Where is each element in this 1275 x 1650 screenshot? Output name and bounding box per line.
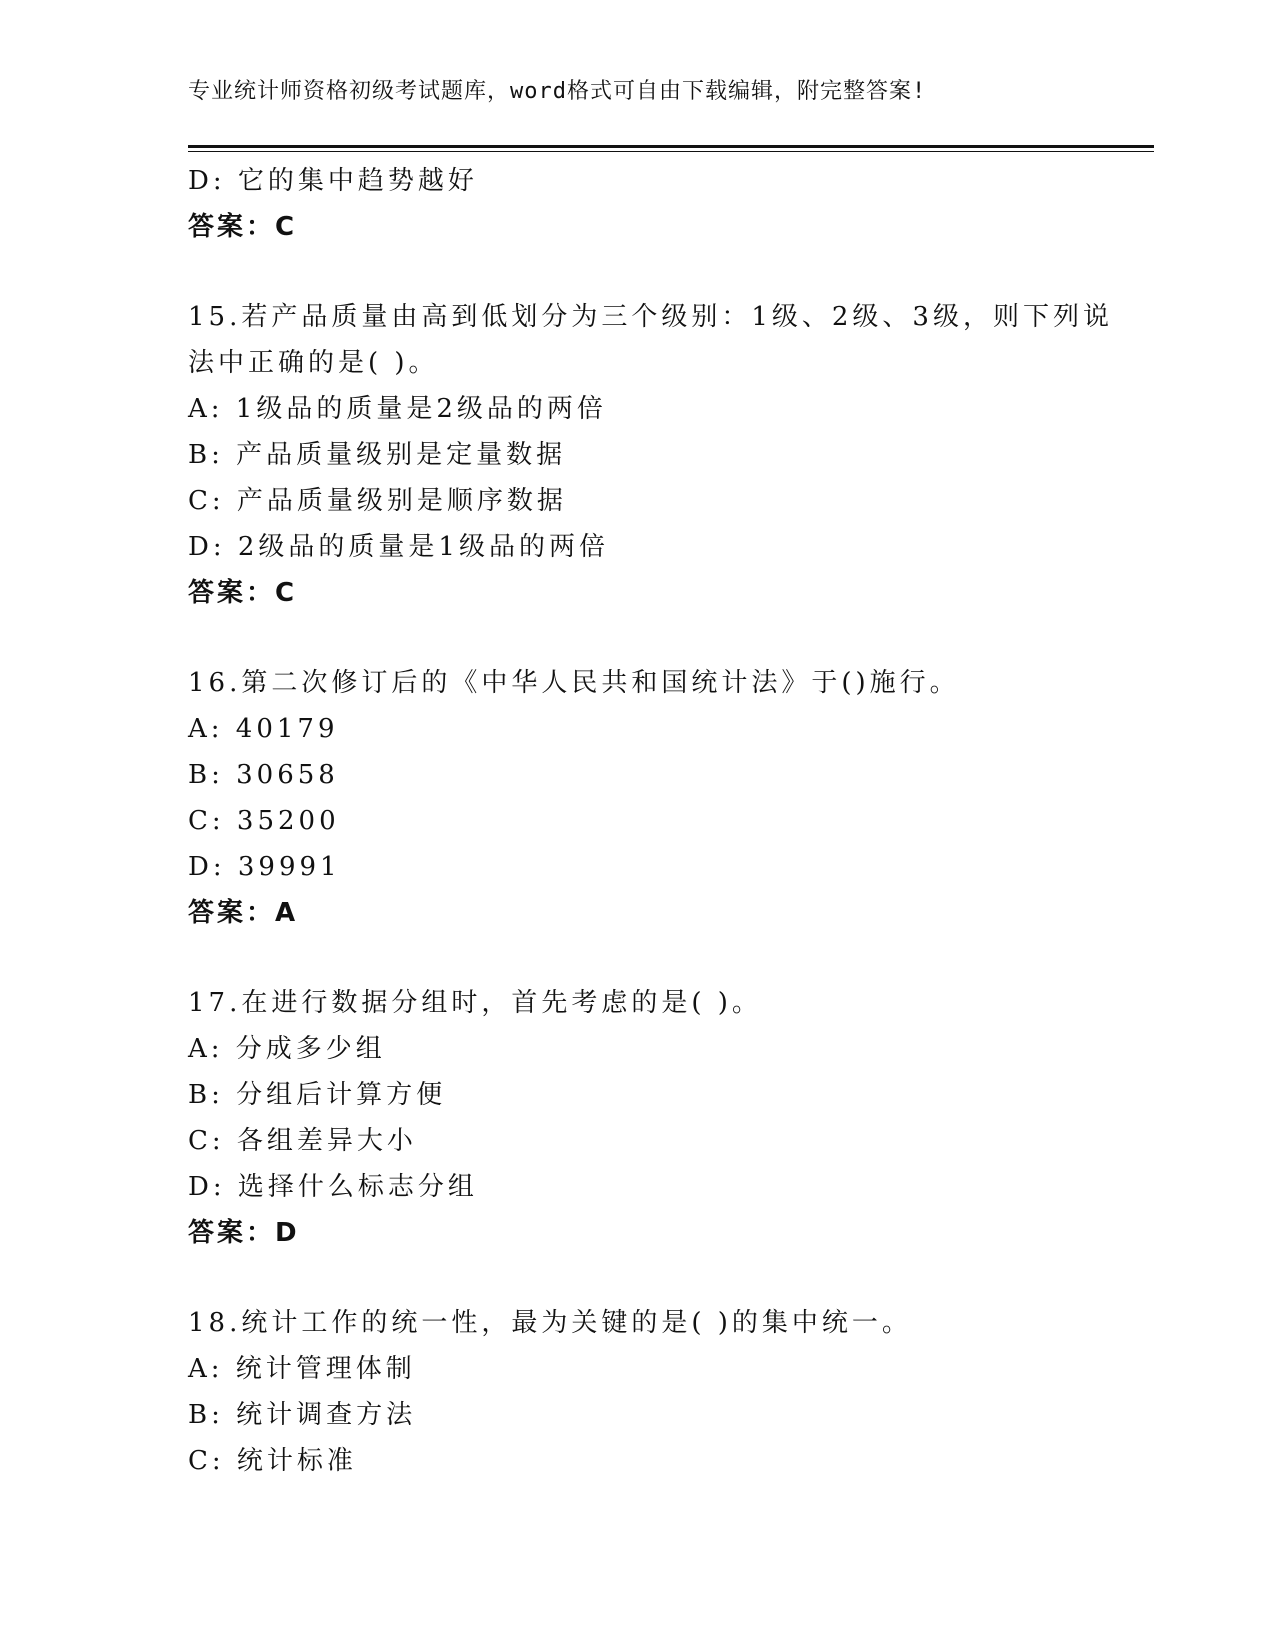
answer-line: 答案：C <box>188 578 298 608</box>
question-15-text: 15.若产品质量由高到低划分为三个级别：1级、2级、3级，则下列说 <box>188 302 1113 332</box>
option-c: C: 产品质量级别是顺序数据 <box>188 486 567 516</box>
option-d: D: 2级品的质量是1级品的两倍 <box>188 532 609 562</box>
question-15-text-cont: 法中正确的是( )。 <box>188 348 439 378</box>
header-rule-thin <box>188 151 1154 152</box>
option-a: A: 40179 <box>188 714 339 744</box>
option-d: D: 39991 <box>188 852 341 882</box>
answer-line: 答案：A <box>188 898 299 928</box>
spacer <box>188 616 1154 660</box>
header-rule-thick <box>188 145 1154 148</box>
spacer <box>188 250 1154 294</box>
answer-line: 答案：D <box>188 1218 300 1248</box>
question-17-text: 17.在进行数据分组时，首先考虑的是( )。 <box>188 988 762 1018</box>
question-16-text: 16.第二次修订后的《中华人民共和国统计法》于()施行。 <box>188 668 960 698</box>
option-c: C: 统计标准 <box>188 1446 357 1476</box>
spacer <box>188 936 1154 980</box>
option-c: C: 35200 <box>188 806 340 836</box>
option-b: B: 分组后计算方便 <box>188 1080 447 1110</box>
option-c: C: 各组差异大小 <box>188 1126 417 1156</box>
question-18-text: 18.统计工作的统一性，最为关键的是( )的集中统一。 <box>188 1308 912 1338</box>
option-b: B: 统计调查方法 <box>188 1400 417 1430</box>
page-header: 专业统计师资格初级考试题库，word格式可自由下载编辑，附完整答案! <box>188 79 927 104</box>
answer-line: 答案：C <box>188 212 298 242</box>
option-a: A: 1级品的质量是2级品的两倍 <box>188 394 607 424</box>
option-d: D: 选择什么标志分组 <box>188 1172 478 1202</box>
question-content <box>188 158 1154 1484</box>
option-a: A: 分成多少组 <box>188 1034 386 1064</box>
option-b: B: 产品质量级别是定量数据 <box>188 440 567 470</box>
option-d: D: 它的集中趋势越好 <box>188 166 478 196</box>
option-a: A: 统计管理体制 <box>188 1354 416 1384</box>
option-b: B: 30658 <box>188 760 339 790</box>
spacer <box>188 1256 1154 1300</box>
